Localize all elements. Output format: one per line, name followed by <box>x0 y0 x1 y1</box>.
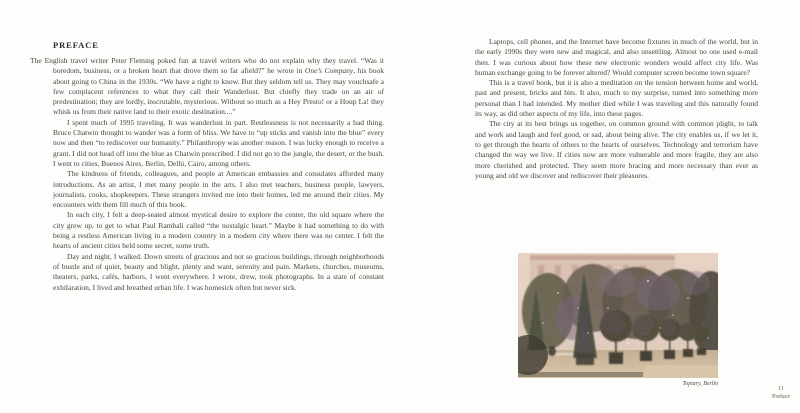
topiary-photo-illustration <box>518 253 718 378</box>
left-paragraph: I spent much of 1995 traveling. It was wanderlust in part. Restlessness is not necessarily a bad thing. Bruce Chatwin thought to wander was a form of bliss. We have to “up sticks and vanish into the blue” every now and then “to rediscover our humanity.” Philanthropy was another reason. I was lucky enough to receive a grant. I did not head off into the blue as Chatwin prescribed. I did not go to the jungle, the desert, or the bush. I went to cities, Buenos Aires, Berlin, Delhi, Cairo, among others. <box>53 117 384 168</box>
opening-paragraph <box>30 56 384 118</box>
left-paragraph: In each city, I felt a deep-seated almost mystical desire to explore the center, the old square where the city grew up, to get to what Paul Rambali called “the nostalgic heart.” Maybe it had something to do with being a restless American living in a modern country in a modern city where there was no center. I felt the hearts of ancient cities held some secret, some truth. <box>53 210 384 251</box>
photo-grain-overlay <box>518 253 718 378</box>
right-paragraph: Laptops, cell phones, and the Internet have become fixtures in much of the world, but in the early 1990s they were new and magical, and also unsettling. Almost no one used e-mail then. I was curious about how these new electronic wonders would affect city life. Was human exchange going to be forever altered? Would computer screen become town square? <box>475 37 758 77</box>
book-title-italic: One’s Company <box>304 66 354 76</box>
preface-heading: PREFACE <box>53 40 99 50</box>
topiary-photo-figure <box>518 253 718 388</box>
opening-text-after: , his book about going to China in the 1930s. “We have a right to know. But they seldom tell us. They may vouchsafe a few complacent references to what they call their Wanderlust. But chiefly they trade on an air of predestination; they are lordly, inscrutable, mysterious. Without so much as a Hey Presto! or a Houp La! they whisk us from their native land to their exotic destination....” <box>53 66 384 117</box>
page-number: 11 <box>778 386 784 392</box>
left-paragraph: The kindness of friends, colleagues, and people at American embassies and consulates afforded many introductions. As an artist, I met many people in the arts. I also met teachers, business people, lawyers, journalists, cooks, shopkeepers. These strangers invited me into their homes, led me around their cities. My encounters with them fill much of this book. <box>53 169 384 210</box>
folio <box>757 385 800 401</box>
folio-section-label: Preface <box>772 394 790 400</box>
photo-caption: Topiary, Berlin <box>682 381 718 387</box>
right-paragraph: This is a travel book, but it is also a meditation on the tension between home and world, past and present, bricks and bits. It also, much to my surprise, turned into something more personal than I had intended. My mother died while I was traveling and this naturally found its way, as did other aspects of my life, into these pages. <box>475 78 758 119</box>
opening-text-before: The English travel writer Peter Fleming poked fun at travel writers who do not explain why they travel. “Was it boredom, business, or a broken heart that drove them so far afield?” he wrote in <box>30 56 384 76</box>
left-page-text-column <box>30 40 384 293</box>
right-page-text-column <box>475 37 758 181</box>
left-paragraph: Day and night, I walked. Down streets of gracious and not so gracious buildings, through neighborhoods of bustle and of quiet, beauty and blight, plenty and want, serenity and pain. Markets, churches, museums, theaters, parks, cafés, harbors, I went everywhere. I wrote, drew, took photographs. In a state of constant exhilaration, I lived and breathed urban life. I was homesick often but never sick. <box>53 251 384 292</box>
right-paragraph: The city at its best brings us together, on common ground with common plight, to talk and work and laugh and feel good, or sad, about being alive. The city enables us, if we let it, to get through the hearts of others to the hearts of ourselves. Technology and terrorism have changed the way we live. If cities now are more vulnerable and more fragile, they are also more cherished and protected. They seem more bracing and more necessary than ever as young and old we discover and rediscover their pleasures. <box>475 119 758 180</box>
